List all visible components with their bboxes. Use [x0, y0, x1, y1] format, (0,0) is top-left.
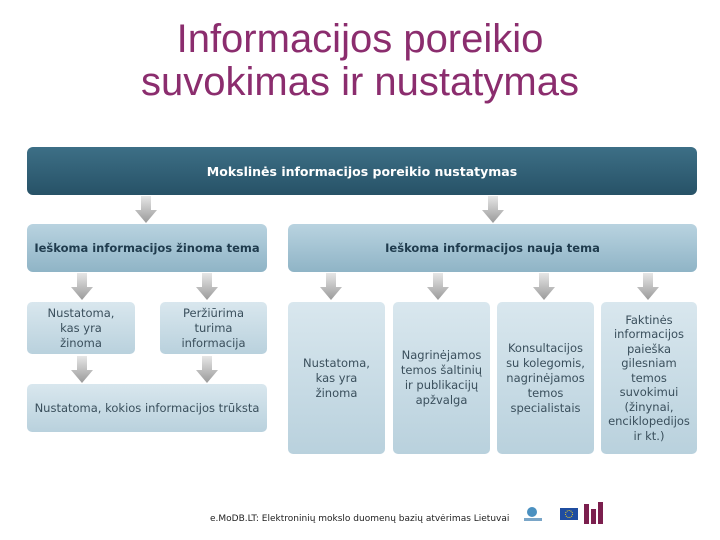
left-known-box: [27, 302, 135, 354]
left-missing-box: [27, 384, 267, 432]
right-sources-text: Nagrinėjamos temos šaltinių ir publikacijų apžvalga: [400, 348, 483, 407]
arrow-down-icon: [427, 273, 449, 301]
arrow-down-icon: [196, 273, 218, 301]
arrow-down-icon: [71, 356, 93, 384]
arrow-down-icon: [196, 356, 218, 384]
inet-logo: [584, 502, 603, 524]
title-line-2: suvokimas ir nustatymas: [141, 60, 579, 104]
right-header-bar: Ieškoma informacijos nauja tema: [288, 224, 697, 272]
right-sources-box: [393, 302, 490, 454]
right-known-box: [288, 302, 385, 454]
project-logo: [524, 507, 542, 521]
right-known-text: Nustatoma, kas yra žinoma: [303, 355, 370, 400]
arrow-down-icon: [533, 273, 555, 301]
slide-title: [0, 18, 720, 104]
footer-text: e.MoDB.LT: Elektroninių mokslo duomenų bazių atvėrimas Lietuvai: [210, 514, 510, 524]
arrow-down-icon: [135, 196, 157, 224]
arrow-down-icon: [482, 196, 504, 224]
right-facts-box: [601, 302, 697, 454]
left-missing-text: Nustatoma, kokios informacijos trūksta: [34, 400, 260, 415]
sponsor-logos: [518, 500, 608, 528]
right-consult-box: [497, 302, 594, 454]
left-review-box: [160, 302, 267, 354]
arrow-down-icon: [71, 273, 93, 301]
right-facts-text: Faktinės informacijos paieška gilesniam temos suvokimui (žinynai, enciklopedijos ir kt.): [608, 312, 690, 443]
left-known-text: Nustatoma, kas yra žinoma: [47, 305, 115, 350]
right-consult-text: Konsultacijos su kolegomis, nagrinėjamos temos specialistais: [506, 340, 585, 415]
title-line-1: Informacijos poreikio: [176, 17, 544, 61]
top-bar: Mokslinės informacijos poreikio nustatymas: [27, 147, 697, 195]
left-header-bar: Ieškoma informacijos žinoma tema: [27, 224, 267, 272]
arrow-down-icon: [320, 273, 342, 301]
eu-flag-icon: [560, 508, 578, 520]
arrow-down-icon: [637, 273, 659, 301]
left-review-text: Peržiūrima turima informacija: [181, 305, 246, 350]
